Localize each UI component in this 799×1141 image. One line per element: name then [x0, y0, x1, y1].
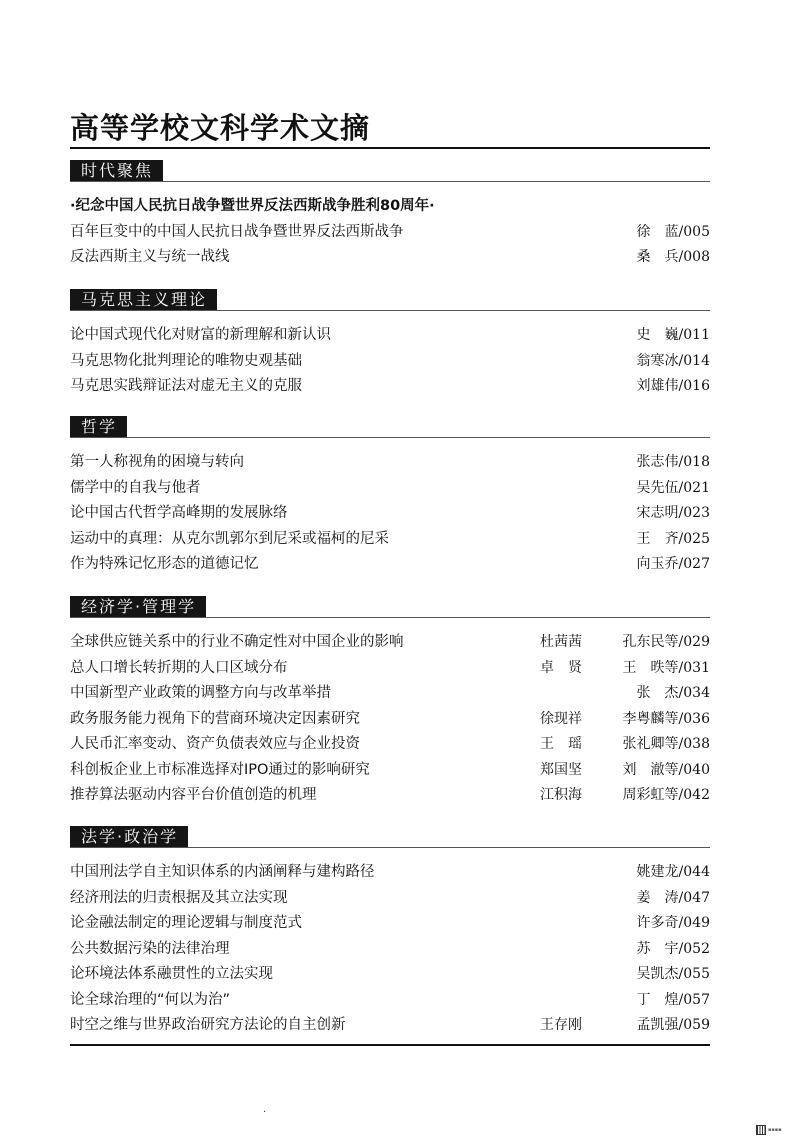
entry-first-author: 卓 贤 — [540, 659, 582, 676]
toc-entry — [70, 758, 710, 784]
entry-title: 马克思实践辩证法对虚无主义的克服 — [70, 378, 302, 394]
toc-entry — [70, 707, 710, 733]
toc-entry — [70, 911, 710, 937]
section-header — [70, 826, 710, 848]
entry-author-page: 王 昳等/031 — [622, 659, 710, 676]
toc-entry — [70, 245, 710, 271]
entry-title: 总人口增长转折期的人口区域分布 — [70, 659, 288, 676]
toc-entry — [70, 656, 710, 682]
entry-first-author: 郑国坚 — [540, 761, 582, 778]
toc-section — [70, 289, 710, 400]
entry-list — [70, 450, 710, 578]
entry-title: 政务服务能力视角下的营商环境决定因素研究 — [70, 710, 360, 727]
entry-title: 中国刑法学自主知识体系的内涵阐释与建构路径 — [70, 864, 375, 880]
entry-title: 中国新型产业政策的调整方向与改革举措 — [70, 685, 331, 701]
toc-section — [70, 596, 710, 809]
entry-first-author: 徐现祥 — [540, 710, 582, 727]
entry-title: 论环境法体系融贯性的立法实现 — [70, 966, 273, 982]
entry-first-author: 江积海 — [540, 787, 582, 803]
toc-entry — [70, 732, 710, 758]
section-header — [70, 289, 710, 311]
page-dot: · — [263, 1107, 267, 1118]
toc-entry — [70, 220, 710, 246]
section-header — [70, 596, 710, 618]
entry-author-page: 刘 澈等/040 — [622, 761, 710, 778]
section-label: 时代聚焦 — [70, 160, 163, 182]
toc-entry — [70, 886, 710, 912]
title-rule — [70, 147, 710, 149]
entry-list — [70, 323, 710, 400]
entry-author-page: 孔东民等/029 — [622, 634, 710, 650]
section-label: 法学·政治学 — [70, 826, 188, 848]
entry-title: 百年巨变中的中国人民抗日战争暨世界反法西斯战争 — [70, 223, 404, 240]
entry-title: 公共数据污染的法律治理 — [70, 940, 230, 957]
section-label: 马克思主义理论 — [70, 289, 217, 311]
entry-title: 时空之维与世界政治研究方法论的自主创新 — [70, 1017, 346, 1033]
qr-code-icon — [756, 1125, 766, 1135]
entry-author-page: 丁 煌/057 — [636, 991, 710, 1008]
entry-author-page: 周彩虹等/042 — [622, 787, 710, 803]
entry-title: 推荐算法驱动内容平台价值创造的机理 — [70, 787, 317, 803]
section-divider — [70, 181, 710, 182]
entry-author-page: 吴凯杰/055 — [636, 966, 710, 982]
entry-title: 儒学中的自我与他者 — [70, 479, 201, 496]
entry-title: 论全球治理的“何以为治” — [70, 991, 231, 1008]
entry-list — [70, 860, 710, 1039]
toc-entry — [70, 681, 710, 707]
section-header — [70, 160, 710, 182]
entry-title: 论中国式现代化对财富的新理解和新认识 — [70, 327, 331, 343]
section-divider — [70, 617, 710, 618]
watermark-glyphs: ▪▪▪▪ — [768, 1127, 782, 1133]
subject-heading — [70, 194, 710, 220]
toc-entry — [70, 323, 710, 349]
toc-entry — [70, 630, 710, 656]
entry-first-author: 王 瑶 — [540, 736, 582, 752]
section-divider — [70, 437, 710, 438]
toc-section — [70, 416, 710, 578]
entry-title: 运动中的真理：从克尔凯郭尔到尼采或福柯的尼采 — [70, 530, 389, 547]
section-label: 哲学 — [70, 416, 127, 438]
entry-author-page: 姚建龙/044 — [636, 864, 710, 880]
entry-author-page: 桑 兵/008 — [636, 249, 710, 265]
entry-author-page: 史 巍/011 — [636, 327, 710, 343]
bottom-rule — [70, 1044, 710, 1046]
entry-author-page: 徐 蓝/005 — [636, 223, 710, 240]
section-header — [70, 416, 710, 438]
toc-entry — [70, 527, 710, 553]
entry-author-page: 孟凯强/059 — [636, 1017, 710, 1033]
entry-author-page: 吴先伍/021 — [636, 479, 710, 496]
entry-title: 第一人称视角的困境与转向 — [70, 454, 244, 470]
entry-title: 全球供应链关系中的行业不确定性对中国企业的影响 — [70, 634, 404, 650]
entry-title: ·纪念中国人民抗日战争暨世界反法西斯战争胜利80周年· — [70, 198, 435, 214]
toc-section — [70, 160, 710, 271]
entry-first-author: 王存刚 — [540, 1017, 582, 1033]
toc-entry — [70, 783, 710, 809]
entry-author-page: 苏 宇/052 — [636, 940, 710, 957]
entry-author-page: 王 齐/025 — [636, 530, 710, 547]
scanner-watermark-icon — [756, 1124, 796, 1136]
toc-entry — [70, 860, 710, 886]
toc-entry — [70, 349, 710, 375]
toc-entry — [70, 552, 710, 578]
entry-title: 科创板企业上市标准选择对IPO通过的影响研究 — [70, 761, 370, 778]
entry-author-page: 张志伟/018 — [636, 454, 710, 470]
toc-entry — [70, 501, 710, 527]
toc-entry — [70, 450, 710, 476]
entry-title: 反法西斯主义与统一战线 — [70, 249, 230, 265]
entry-author-page: 翁寒冰/014 — [636, 352, 710, 369]
journal-title: 高等学校文科学术文摘 — [70, 111, 371, 145]
entry-author-page: 宋志明/023 — [636, 505, 710, 521]
entry-title: 论金融法制定的理论逻辑与制度范式 — [70, 915, 302, 931]
section-label: 经济学·管理学 — [70, 596, 206, 618]
section-divider — [70, 847, 710, 848]
toc-entry — [70, 937, 710, 963]
toc-entry — [70, 962, 710, 988]
section-divider — [70, 310, 710, 311]
entry-first-author: 杜茜茜 — [540, 634, 582, 650]
entry-title: 经济刑法的归责根据及其立法实现 — [70, 889, 288, 906]
entry-author-page: 张礼卿等/038 — [622, 736, 710, 752]
entry-author-page: 李粤麟等/036 — [622, 710, 710, 727]
entry-list — [70, 630, 710, 809]
toc-entry — [70, 374, 710, 400]
entry-author-page: 姜 涛/047 — [636, 889, 710, 906]
toc-entry — [70, 1013, 710, 1039]
entry-list — [70, 194, 710, 271]
toc-entry — [70, 988, 710, 1014]
entry-title: 马克思物化批判理论的唯物史观基础 — [70, 352, 302, 369]
entry-author-page: 许多奇/049 — [636, 915, 710, 931]
toc-section — [70, 826, 710, 1039]
toc-entry — [70, 476, 710, 502]
entry-author-page: 刘雄伟/016 — [636, 378, 710, 394]
entry-title: 人民币汇率变动、资产负债表效应与企业投资 — [70, 736, 360, 752]
entry-title: 论中国古代哲学高峰期的发展脉络 — [70, 505, 288, 521]
entry-author-page: 张 杰/034 — [636, 685, 710, 701]
entry-title: 作为特殊记忆形态的道德记忆 — [70, 556, 259, 572]
entry-author-page: 向玉乔/027 — [636, 556, 710, 572]
